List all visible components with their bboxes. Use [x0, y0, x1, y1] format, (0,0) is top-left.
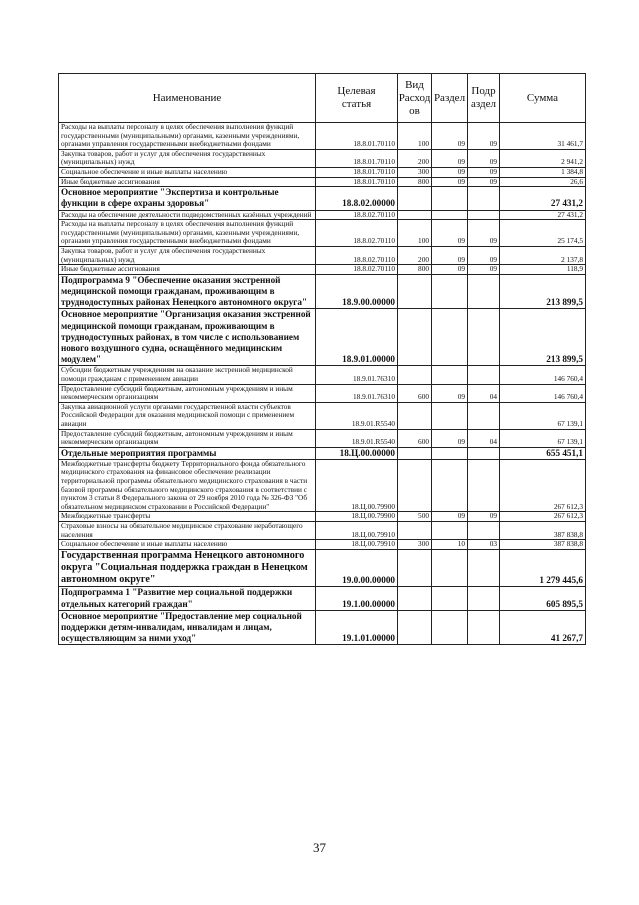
- row-target-article: 18.8.01.70110: [316, 167, 398, 177]
- row-name: Межбюджетные трансферты: [59, 512, 316, 522]
- row-subsection: [468, 610, 500, 645]
- row-target-article: 18.Ц.00.79910: [316, 540, 398, 550]
- table-row: [59, 246, 586, 264]
- row-name: Межбюджетные трансферты бюджету Территориального фонда обязательного медицинского страхования на финансовое обеспечение реализации территориальной программы обязательного медицинского страхования в части базовой программы обязательного медицинского страхования в соответствии с пунктом 3 статьи 8 Федерального закона от 29 ноября 2010 года № 326-ФЗ "Об обязательном медицинском страховании в Российской Федерации": [59, 459, 316, 512]
- row-sum: 27 431,2: [500, 187, 586, 210]
- row-expense-type: [398, 402, 432, 429]
- row-name: Предоставление субсидий бюджетным, автономным учреждениям и иным некоммерческим организациям: [59, 429, 316, 447]
- row-section: [432, 402, 468, 429]
- row-target-article: 18.Ц.00.00000: [316, 447, 398, 459]
- row-target-article: 18.8.02.70110: [316, 210, 398, 220]
- row-subsection: [468, 447, 500, 459]
- row-sum: 27 431,2: [500, 210, 586, 220]
- row-name: Основное мероприятие "Предоставление мер социальной поддержки детям-инвалидам, инвалидам и лицам, осуществляющим за ними уход": [59, 610, 316, 645]
- row-target-article: 19.1.01.00000: [316, 610, 398, 645]
- row-name: Основное мероприятие "Организация оказания экстренной медицинской помощи гражданам, проживающим в труднодоступных районах, в том числе с использованием нового воздушного судна, оснащённого медицинским модулем": [59, 309, 316, 366]
- header-section: Раздел: [432, 74, 468, 123]
- row-name: Подпрограмма 1 "Развитие мер социальной поддержки отдельных категорий граждан": [59, 587, 316, 610]
- table-row: [59, 309, 586, 366]
- row-name: Социальное обеспечение и иные выплаты населению: [59, 167, 316, 177]
- row-expense-type: [398, 522, 432, 540]
- row-target-article: 19.0.00.00000: [316, 549, 398, 587]
- row-sum: 655 451,1: [500, 447, 586, 459]
- row-target-article: 18.8.01.70110: [316, 177, 398, 187]
- table-header-row: [59, 74, 586, 123]
- row-target-article: 18.8.02.70110: [316, 246, 398, 264]
- row-subsection: 03: [468, 540, 500, 550]
- row-expense-type: [398, 610, 432, 645]
- row-sum: 267 612,3: [500, 459, 586, 512]
- table-row: [59, 402, 586, 429]
- table-row: [59, 187, 586, 210]
- row-sum: 213 899,5: [500, 274, 586, 309]
- row-subsection: 04: [468, 384, 500, 402]
- row-expense-type: 300: [398, 167, 432, 177]
- row-expense-type: 600: [398, 384, 432, 402]
- row-sum: 25 174,5: [500, 220, 586, 247]
- row-subsection: [468, 210, 500, 220]
- header-name: Наименование: [59, 74, 316, 123]
- row-subsection: [468, 187, 500, 210]
- row-subsection: 09: [468, 167, 500, 177]
- row-section: 09: [432, 123, 468, 150]
- table-row: [59, 512, 586, 522]
- table-row: [59, 149, 586, 167]
- table-row: [59, 429, 586, 447]
- row-subsection: [468, 309, 500, 366]
- row-target-article: 18.8.02.70110: [316, 265, 398, 275]
- row-subsection: 09: [468, 265, 500, 275]
- row-section: 10: [432, 540, 468, 550]
- row-target-article: 18.8.02.00000: [316, 187, 398, 210]
- row-name: Расходы на обеспечение деятельности подведомственных казённых учреждений: [59, 210, 316, 220]
- row-section: [432, 447, 468, 459]
- row-sum: 2 137,8: [500, 246, 586, 264]
- header-target-article: Целевая статья: [316, 74, 398, 123]
- row-subsection: [468, 587, 500, 610]
- row-subsection: [468, 459, 500, 512]
- row-target-article: 18.Ц.00.79900: [316, 512, 398, 522]
- table-body: [59, 123, 586, 645]
- row-sum: 67 139,1: [500, 402, 586, 429]
- row-subsection: 09: [468, 512, 500, 522]
- row-expense-type: 200: [398, 246, 432, 264]
- row-section: [432, 187, 468, 210]
- row-section: 09: [432, 149, 468, 167]
- row-section: 09: [432, 246, 468, 264]
- row-sum: 2 941,2: [500, 149, 586, 167]
- row-expense-type: 800: [398, 265, 432, 275]
- row-target-article: 18.9.01.76310: [316, 384, 398, 402]
- row-name: Основное мероприятие "Экспертиза и контрольные функции в сфере охраны здоровья": [59, 187, 316, 210]
- table-row: [59, 384, 586, 402]
- row-sum: 67 139,1: [500, 429, 586, 447]
- row-sum: 146 760,4: [500, 384, 586, 402]
- row-target-article: 18.9.01.76310: [316, 366, 398, 384]
- row-subsection: [468, 274, 500, 309]
- row-section: 09: [432, 220, 468, 247]
- row-sum: 213 899,5: [500, 309, 586, 366]
- table-row: [59, 265, 586, 275]
- row-expense-type: [398, 447, 432, 459]
- row-section: [432, 522, 468, 540]
- row-sum: 26,6: [500, 177, 586, 187]
- row-sum: 1 384,8: [500, 167, 586, 177]
- row-sum: 118,9: [500, 265, 586, 275]
- row-target-article: 18.Ц.00.79910: [316, 522, 398, 540]
- row-section: [432, 610, 468, 645]
- row-name: Субсидии бюджетным учреждениям на оказание экстренной медицинской помощи гражданам с применением авиации: [59, 366, 316, 384]
- row-expense-type: [398, 187, 432, 210]
- header-sum: Сумма: [500, 74, 586, 123]
- header-subsection: Подр аздел: [468, 74, 500, 123]
- row-expense-type: 100: [398, 220, 432, 247]
- table-row: [59, 587, 586, 610]
- row-subsection: [468, 402, 500, 429]
- row-section: 09: [432, 512, 468, 522]
- row-target-article: 18.9.01.R5540: [316, 402, 398, 429]
- table-row: [59, 447, 586, 459]
- row-name: Расходы на выплаты персоналу в целях обеспечения выполнения функций государственными (муниципальными) органами, казенными учреждениями, органами управления государственными внебюджетными фондами: [59, 220, 316, 247]
- row-name: Государственная программа Ненецкого автономного округа "Социальная поддержка граждан в Ненецком автономном округе": [59, 549, 316, 587]
- table-row: [59, 540, 586, 550]
- row-section: [432, 274, 468, 309]
- row-name: Страховые взносы на обязательное медицинское страхование неработающего населения: [59, 522, 316, 540]
- row-section: 09: [432, 177, 468, 187]
- row-expense-type: 100: [398, 123, 432, 150]
- table-row: [59, 522, 586, 540]
- table-row: [59, 167, 586, 177]
- table-row: [59, 123, 586, 150]
- row-name: Иные бюджетные ассигнования: [59, 177, 316, 187]
- row-subsection: 09: [468, 123, 500, 150]
- budget-table: [58, 73, 586, 645]
- row-name: Закупка товаров, работ и услуг для обеспечения государственных (муниципальных) нужд: [59, 246, 316, 264]
- row-subsection: 09: [468, 149, 500, 167]
- row-subsection: 09: [468, 246, 500, 264]
- row-target-article: 18.9.01.R5540: [316, 429, 398, 447]
- row-subsection: 09: [468, 177, 500, 187]
- row-expense-type: [398, 274, 432, 309]
- row-expense-type: [398, 587, 432, 610]
- row-section: 09: [432, 167, 468, 177]
- row-sum: 605 895,5: [500, 587, 586, 610]
- row-section: [432, 309, 468, 366]
- row-target-article: 18.9.00.00000: [316, 274, 398, 309]
- table-row: [59, 274, 586, 309]
- row-section: [432, 549, 468, 587]
- row-sum: 41 267,7: [500, 610, 586, 645]
- row-target-article: 19.1.00.00000: [316, 587, 398, 610]
- row-target-article: 18.9.01.00000: [316, 309, 398, 366]
- row-expense-type: [398, 549, 432, 587]
- row-subsection: [468, 366, 500, 384]
- row-sum: 387 838,8: [500, 522, 586, 540]
- row-expense-type: [398, 366, 432, 384]
- row-name: Отдельные мероприятия программы: [59, 447, 316, 459]
- row-name: Расходы на выплаты персоналу в целях обеспечения выполнения функций государственными (муниципальными) органами, казенными учреждениями, органами управления государственными внебюджетными фондами: [59, 123, 316, 150]
- row-section: 09: [432, 265, 468, 275]
- row-subsection: 04: [468, 429, 500, 447]
- row-section: [432, 210, 468, 220]
- row-expense-type: [398, 459, 432, 512]
- row-expense-type: [398, 210, 432, 220]
- row-target-article: 18.8.01.70110: [316, 123, 398, 150]
- table-row: [59, 220, 586, 247]
- row-sum: 267 612,3: [500, 512, 586, 522]
- row-expense-type: [398, 309, 432, 366]
- row-expense-type: 500: [398, 512, 432, 522]
- table-row: [59, 177, 586, 187]
- row-expense-type: 800: [398, 177, 432, 187]
- row-section: 09: [432, 384, 468, 402]
- row-section: 09: [432, 429, 468, 447]
- row-expense-type: 300: [398, 540, 432, 550]
- row-target-article: 18.Ц.00.79900: [316, 459, 398, 512]
- row-target-article: 18.8.02.70110: [316, 220, 398, 247]
- page-number: 37: [313, 840, 326, 855]
- row-subsection: 09: [468, 220, 500, 247]
- table-row: [59, 210, 586, 220]
- row-sum: 387 838,8: [500, 540, 586, 550]
- row-section: [432, 459, 468, 512]
- row-name: Закупка товаров, работ и услуг для обеспечения государственных (муниципальных) нужд: [59, 149, 316, 167]
- row-sum: 146 760,4: [500, 366, 586, 384]
- header-expense-type: Вид Расход ов: [398, 74, 432, 123]
- table-row: [59, 459, 586, 512]
- row-expense-type: 200: [398, 149, 432, 167]
- row-name: Иные бюджетные ассигнования: [59, 265, 316, 275]
- row-subsection: [468, 522, 500, 540]
- row-name: Подпрограмма 9 "Обеспечение оказания экстренной медицинской помощи гражданам, проживающим в труднодоступных районах Ненецкого автономного округа": [59, 274, 316, 309]
- row-name: Предоставление субсидий бюджетным, автономным учреждениям и иным некоммерческим организациям: [59, 384, 316, 402]
- row-section: [432, 587, 468, 610]
- row-expense-type: 600: [398, 429, 432, 447]
- table-row: [59, 549, 586, 587]
- table-row: [59, 366, 586, 384]
- row-sum: 31 461,7: [500, 123, 586, 150]
- row-target-article: 18.8.01.70110: [316, 149, 398, 167]
- row-section: [432, 366, 468, 384]
- row-name: Закупка авиационной услуги органами государственной власти субъектов Российской Федерации для оказания медицинской помощи с применением авиации: [59, 402, 316, 429]
- row-sum: 1 279 445,6: [500, 549, 586, 587]
- row-subsection: [468, 549, 500, 587]
- row-name: Социальное обеспечение и иные выплаты населению: [59, 540, 316, 550]
- table-row: [59, 610, 586, 645]
